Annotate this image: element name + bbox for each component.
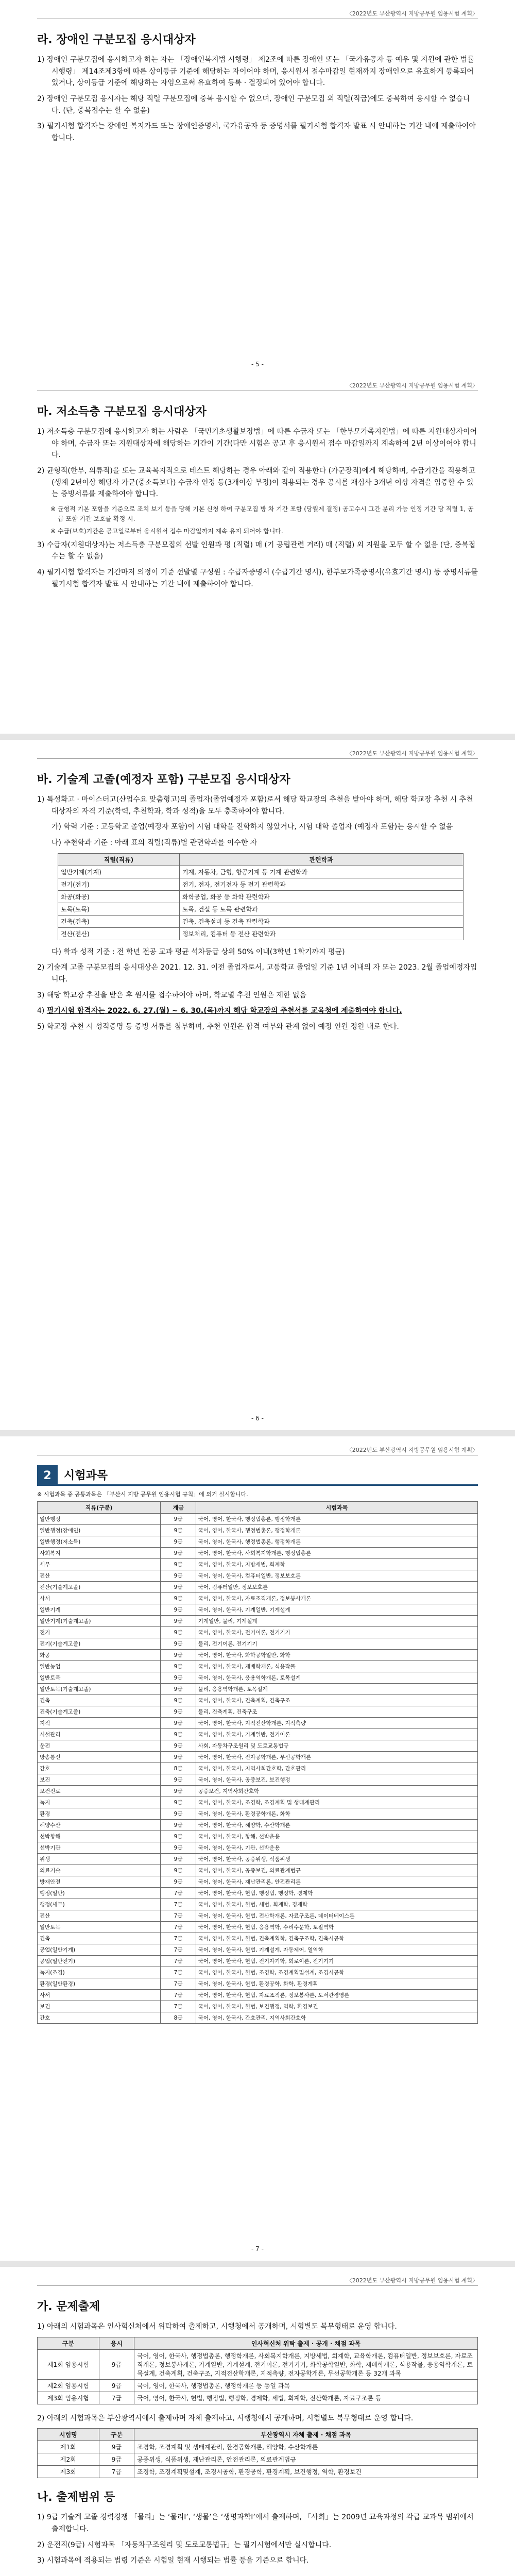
table-row — [38, 1514, 478, 1525]
table-row — [38, 1922, 478, 1933]
table-row: 제3회 7급 조경학, 조경계획및설계, 조경시공학, 환경공학, 환경계획, 보건행정, 역학, 환경보건 — [38, 2466, 478, 2478]
table-cell: 9급 — [161, 1718, 196, 1729]
document-page-2 — [0, 740, 515, 1430]
table-cell: 9급 — [161, 1548, 196, 1559]
list-item: 2) 균형적(한부, 의류적)을 또는 교육복지적으로 테스트 해당하는 경우 아래와 같이 적용한다 (가군장적)에게 해당하며, 수급기간을 적용하고 (생계 2년이상 해당자 가군(중소득보다) 수급자 인정 등(3개이상 부정)이 적용되는 경우 공시를 재심사 3개년 이상 자격을 입증할 수 있는 증빙서류를 제출하여야 합니다. — [37, 467, 476, 499]
table-header: 응시 — [99, 2337, 134, 2349]
table-cell: 국어, 영어, 한국사, 항해, 선박운용 — [196, 1831, 477, 1842]
page-separator — [0, 734, 515, 740]
table-cell: 국어, 영어, 한국사, 전자공학개론, 무선공학개론 — [196, 1752, 477, 1763]
table-cell: 행정(세무) — [38, 1899, 161, 1910]
table-row — [38, 1888, 478, 1899]
table-row — [38, 1548, 478, 1559]
table-cell: 국어, 영어, 한국사, 재난관리론, 안전관리론 — [196, 1876, 477, 1888]
table-cell: 9급 — [161, 1593, 196, 1604]
table-cell: 국어, 영어, 한국사, 전기이론, 전기기기 — [196, 1627, 477, 1638]
table-cell: 7급 — [161, 1944, 196, 1956]
table-row — [38, 1684, 478, 1695]
section-heading: 가. 문제출제 — [37, 2300, 100, 2313]
table-cell: 8급 — [161, 1763, 196, 1774]
table-row: 제2회 임용시험 9급 국어, 영어, 한국사, 행정법총론, 행정학개론 등 동일 과목 — [38, 2379, 478, 2392]
table-cell: 환경 — [38, 1808, 161, 1820]
table-cell: 간호 — [38, 1763, 161, 1774]
list-item: 1) 저소득층 구분모집에 응시하고자 하는 사람은 「국민기초생활보장법」에 따른 수급자 또는 「한부모가족지원법」에 따른 지원대상자이어야 하며, 수급자 또는 지원대상자에 해당하는 기간이 기간(다만 시험은 공고 후 응시원서 접수 마감일까지 계속하여 2년 이상이어야 합니다. — [37, 428, 477, 460]
table-cell: 9급 — [161, 1684, 196, 1695]
table-cell: 9급 — [161, 1854, 196, 1865]
table-cell: 7급 — [161, 1978, 196, 1990]
list-item: 1) 9급 기술계 고졸 경력경쟁 「물리」는 ‘물리Ⅰ’, ‘생물’은 ‘생명과학Ⅰ’에서 출제하며, 「사회」는 2009년 교육과정의 각급 교과목 범위에서 출제합니다. — [37, 2513, 474, 2534]
table-cell: 녹지(조경) — [38, 1967, 161, 1978]
table-row — [38, 1638, 478, 1650]
table-cell: 9급 — [161, 1729, 196, 1740]
table-row: 건축(건축) 건축, 건축설비 등 건축 관련학과 — [58, 915, 464, 927]
table-cell: 사서 — [38, 1990, 161, 2001]
list-item: 다) 학과 성적 기준 : 전 학년 전공 교과 평균 석차등급 상위 50% 이내(3학년 1학기까지 평균) — [52, 947, 345, 956]
table-row — [38, 2012, 478, 2024]
exam-subjects-body — [38, 1514, 478, 2024]
table-cell: 9급 — [161, 1638, 196, 1650]
table-cell: 9급 — [161, 1820, 196, 1831]
list-item: 4) 필기시험 합격자는 2022. 6. 27.(월) ~ 6. 30.(목)까지 해당 학교장의 추천서를 교육청에 제출하여야 합니다. — [37, 1007, 402, 1015]
table-cell: 건축 — [38, 1933, 161, 1944]
header-divider — [37, 758, 478, 759]
table-cell: 9급 — [161, 1582, 196, 1593]
table-row: 제3회 임용시험 7급 국어, 영어, 한국사, 헌법, 행정법, 행정학, 경제학, 세법, 회계학, 전산학개론, 자료구조론 등 — [38, 2392, 478, 2404]
note-text: ※ 수급(보호)기간은 공고일로부터 응시원서 접수 마감일까지 계속 유지 되어야 합니다. — [50, 528, 283, 535]
table-cell: 일반토목 — [38, 1672, 161, 1684]
table-cell: 해양수산 — [38, 1820, 161, 1831]
list-item: 1) 특성화고 · 마이스터고(산업수요 맞춤형고)의 졸업자(졸업예정자 포함)로서 해당 학교장의 추천을 받아야 하며, 해당 학교장 추천 시 추천대상자의 자격 기준(학력, 추천학과, 학과 성적)을 모두 충족하여야 합니다. — [37, 795, 473, 816]
table-cell: 공중보건, 지역사회간호학 — [196, 1786, 477, 1797]
table-cell: 일반행정(장애인) — [38, 1525, 161, 1536]
table-cell: 9급 — [161, 1752, 196, 1763]
table-cell: 9급 — [161, 1661, 196, 1672]
table-row — [38, 1616, 478, 1627]
table-row: 제1회 임용시험 9급 국어, 영어, 한국사, 행정법총론, 행정학개론, 사회복지학개론, 지방세법, 회계학, 교육학개론, 컴퓨터일반, 정보보호론, 자료조직개론, 정보봉사개론, 기계일반, 기계설계, 전기이론, 전기기기, 화학공학일반, 화학, 재배학개론, 식용작물, 응용역학개론, 토목설계, 건축계획, 건축구조, 지적전산학개론, 지적측량, 전자공학개론, 무선공학개론 등 32개 과목 — [38, 2349, 478, 2379]
table-row — [38, 1536, 478, 1548]
table-cell: 사회복지 — [38, 1548, 161, 1559]
table-cell: 9급 — [161, 1650, 196, 1661]
table-row — [38, 1593, 478, 1604]
table-row — [38, 1661, 478, 1672]
table-cell: 국어, 영어, 한국사, 응용역학개론, 토목설계 — [196, 1672, 477, 1684]
table-cell: 국어, 영어, 한국사, 행정법총론, 행정학개론 — [196, 1514, 477, 1525]
table-row — [38, 1899, 478, 1910]
table-cell: 7급 — [161, 1933, 196, 1944]
table-row — [38, 1604, 478, 1616]
table-cell: 기계일반, 물리, 기계설계 — [196, 1616, 477, 1627]
table-cell: 9급 — [161, 1786, 196, 1797]
table-row: 전산(전산) 정보처리, 컴퓨터 등 전산 관련학과 — [58, 927, 464, 940]
page-number: - 7 - — [251, 2245, 264, 2252]
list-item: 5) 학교장 추천 시 성적증명 등 증빙 서류를 첨부하며, 추천 인원은 합격 여부와 관계 없이 예정 인원 정원 내로 한다. — [37, 1023, 399, 1031]
table-cell: 9급 — [161, 1536, 196, 1548]
table-row — [38, 1944, 478, 1956]
table-header: 부산광역시 자체 출제 · 채점 과목 — [134, 2429, 478, 2441]
table-cell: 국어, 영어, 한국사, 헌법, 전산학개론, 자료구조론, 데이터베이스론 — [196, 1910, 477, 1922]
list-item: 나) 추천학과 기준 : 아래 표의 직렬(직류)별 관련학과를 이수한 자 — [52, 839, 258, 848]
table-row — [38, 1559, 478, 1570]
table-cell: 건축 — [38, 1695, 161, 1706]
table-cell: 일반토목(기술계고졸) — [38, 1684, 161, 1695]
note-text: ※ 시험과목 중 공통과목은 「부산시 지방 공무원 임용시험 규칙」에 의거 실시합니다. — [37, 1491, 248, 1498]
document-page-1 — [0, 0, 515, 734]
document-page-4 — [0, 2267, 515, 2576]
table-row — [38, 1910, 478, 1922]
table-cell: 9급 — [161, 1797, 196, 1808]
list-item: 1) 장애인 구분모집에 응시하고자 하는 자는 「장애인복지법 시행령」 제2조에 따른 장애인 또는 「국가유공자 등 예우 및 지원에 관한 법률 시행령」 제14조제3항에 따른 상이등급 기준에 해당하는 자이어야 하며, 응시원서 접수마감일 현재까지 장애인으로 유효하게 등록되어 있거나, 상이등급 기준에 해당하는 자임으로써 유효하여 등록 · 결정되어 있어야 합니다. — [37, 56, 474, 88]
table-row — [38, 1695, 478, 1706]
table-cell: 사회, 자동차구조원리 및 도로교통법규 — [196, 1740, 477, 1752]
table-row: 제2회 9급 공중위생, 식품위생, 재난관리론, 안전관리론, 의료관계법규 — [38, 2453, 478, 2466]
table-row — [38, 1978, 478, 1990]
table-row — [38, 2001, 478, 2012]
table-row — [38, 1525, 478, 1536]
table-cell: 행정(일반) — [38, 1888, 161, 1899]
table-cell: 공업(일반전기) — [38, 1956, 161, 1967]
table-row — [38, 1831, 478, 1842]
table-cell: 환경(일반환경) — [38, 1978, 161, 1990]
table-cell: 보건 — [38, 2001, 161, 2012]
table-cell: 9급 — [161, 1559, 196, 1570]
table-cell: 국어, 영어, 한국사, 환경공학개론, 화학 — [196, 1808, 477, 1820]
table-cell: 국어, 영어, 한국사, 헌법, 보건행정, 역학, 환경보건 — [196, 2001, 477, 2012]
table-row — [38, 1842, 478, 1854]
table-cell: 국어, 영어, 한국사, 지역사회간호학, 간호관리 — [196, 1763, 477, 1774]
outsourced-subjects-table — [37, 2337, 478, 2404]
table-cell: 물리, 전기이론, 전기기기 — [196, 1638, 477, 1650]
table-header: 인사혁신처 위탁 출제 · 공개 · 채점 과목 — [134, 2337, 478, 2349]
table-cell: 전기 — [38, 1627, 161, 1638]
table-row — [38, 1650, 478, 1661]
table-cell: 9급 — [161, 1525, 196, 1536]
table-cell: 국어, 영어, 한국사, 공중보건, 의료관계법규 — [196, 1865, 477, 1876]
section-title-bar — [37, 1465, 478, 1486]
note-text: ※ 균형적 기본 포함을 기준으로 조치 보기 등을 당해 기본 신청 하여 구분모집 방 차 기간 포함 (당월제 결정) 공고수시 그간 분리 가능 인정 기간 당 직렬 1, 공급 포함 기간 보호를 확정 시. — [50, 505, 474, 522]
table-row — [38, 1808, 478, 1820]
table-row — [38, 1627, 478, 1638]
table-cell: 7급 — [161, 1899, 196, 1910]
section-number: 2 — [37, 1465, 58, 1486]
table-cell: 국어, 영어, 한국사, 화학공학일반, 화학 — [196, 1650, 477, 1661]
table-cell: 7급 — [161, 1910, 196, 1922]
table-cell: 간호 — [38, 2012, 161, 2024]
table-cell: 운전 — [38, 1740, 161, 1752]
table-cell: 9급 — [161, 1831, 196, 1842]
table-cell: 9급 — [161, 1672, 196, 1684]
table-cell: 9급 — [161, 1740, 196, 1752]
list-item: 3) 필기시험 합격자는 장애인 복지카드 또는 장애인증명서, 국가유공자 등 증명서를 필기시험 합격자 발표 시 안내하는 기간 내에 제출하여야 합니다. — [37, 122, 476, 143]
list-item: 3) 수급자(지원대상자)는 저소득층 구분모집의 선발 인원과 평 (직렬) 매 (기 공립관련 거래) 매 (직렬) 외 지원을 모두 할 수 없음 (단, 중복접수는 할 수 없음) — [37, 540, 476, 561]
table-cell: 7급 — [161, 1888, 196, 1899]
table-cell: 공업(일반기계) — [38, 1944, 161, 1956]
table-cell: 9급 — [161, 1876, 196, 1888]
list-item: 가) 학력 기준 : 고등학교 졸업(예정자 포함)이 시험 대학을 진학하지 않았거나, 시험 대학 졸업자 (예정자 포함)는 응시할 수 없음 — [52, 823, 453, 832]
page-separator — [0, 2261, 515, 2267]
table-cell: 일반기계(기술계고졸) — [38, 1616, 161, 1627]
table-cell: 국어, 영어, 한국사, 헌법, 기계설계, 자동제어, 열역학 — [196, 1944, 477, 1956]
page-header: 〈2022년도 부산광역시 지방공무원 임용시험 계획〉 — [346, 2277, 478, 2284]
related-department-table — [58, 853, 464, 940]
table-cell: 9급 — [161, 1627, 196, 1638]
section-heading: 라. 장애인 구분모집 응시대상자 — [37, 33, 196, 46]
table-cell: 9급 — [161, 1842, 196, 1854]
exam-subjects-table — [37, 1501, 478, 2024]
page-header: 〈2022년도 부산광역시 지방공무원 임용시험 계획〉 — [346, 1447, 478, 1453]
table-row — [38, 1729, 478, 1740]
table-cell: 일반행정 — [38, 1514, 161, 1525]
table-cell: 9급 — [161, 1706, 196, 1718]
table-cell: 9급 — [161, 1808, 196, 1820]
table-cell: 국어, 영어, 한국사, 헌법, 세법, 회계학, 경제학 — [196, 1899, 477, 1910]
table-row — [38, 1820, 478, 1831]
table-header: 직류(구분) — [38, 1502, 161, 1514]
table-row — [38, 1990, 478, 2001]
table-row — [38, 1752, 478, 1763]
table-cell: 일반기계 — [38, 1604, 161, 1616]
table-row — [38, 1854, 478, 1865]
table-cell: 9급 — [161, 1616, 196, 1627]
table-cell: 화공 — [38, 1650, 161, 1661]
table-cell: 국어, 영어, 한국사, 공중위생, 식품위생 — [196, 1854, 477, 1865]
table-header: 구분 — [99, 2429, 134, 2441]
table-cell: 녹지 — [38, 1797, 161, 1808]
table-row — [38, 1763, 478, 1774]
section-heading: 나. 출제범위 등 — [37, 2491, 115, 2504]
page-number: - 6 - — [251, 1415, 264, 1422]
table-row: 일반기계(기계) 기계, 자동차, 금형, 항공기계 등 기계 관련학과 — [58, 866, 464, 878]
list-item: 2) 아래의 시험과목은 부산광역시에서 출제하며 자체 출제하고, 시행청에서 공개하며, 시험별도 복무형태로 운영 합니다. — [37, 2414, 414, 2422]
table-cell: 국어, 영어, 한국사, 헌법, 건축계획학, 건축구조학, 건축시공학 — [196, 1933, 477, 1944]
table-cell: 국어, 영어, 한국사, 컴퓨터일반, 정보보호론 — [196, 1570, 477, 1582]
header-divider — [37, 2285, 478, 2286]
table-cell: 9급 — [161, 1604, 196, 1616]
table-row — [38, 1786, 478, 1797]
table-header: 직렬(직류) — [58, 853, 180, 866]
table-cell: 국어, 영어, 한국사, 자료조직개론, 정보봉사개론 — [196, 1593, 477, 1604]
table-cell: 9급 — [161, 1695, 196, 1706]
table-cell: 국어, 영어, 한국사, 헌법, 행정법, 행정학, 경제학 — [196, 1888, 477, 1899]
table-cell: 국어, 영어, 한국사, 공중보건, 보건행정 — [196, 1774, 477, 1786]
list-item: 2) 운전직(9급) 시험과목 「자동차구조원리 및 도로교통법규」는 필기시험에서만 실시합니다. — [37, 2540, 332, 2549]
table-cell: 국어, 영어, 한국사, 기관, 선박운용 — [196, 1842, 477, 1854]
table-cell: 국어, 영어, 한국사, 헌법, 전기자기학, 회로이론, 전기기기 — [196, 1956, 477, 1967]
table-cell: 세무 — [38, 1559, 161, 1570]
table-row — [38, 1706, 478, 1718]
table-cell: 물리, 건축계획, 건축구조 — [196, 1706, 477, 1718]
table-row — [38, 1718, 478, 1729]
table-cell: 보건 — [38, 1774, 161, 1786]
table-cell: 지적 — [38, 1718, 161, 1729]
table-cell: 위생 — [38, 1854, 161, 1865]
table-cell: 국어, 영어, 한국사, 헌법, 환경공학, 화학, 환경계획 — [196, 1978, 477, 1990]
table-row — [38, 1797, 478, 1808]
section-heading: 마. 저소득층 구분모집 응시대상자 — [37, 405, 207, 418]
table-row: 토목(토목) 토목, 건설 등 토목 관련학과 — [58, 903, 464, 915]
table-cell: 국어, 영어, 한국사, 행정법총론, 행정학개론 — [196, 1536, 477, 1548]
table-header: 관련학과 — [179, 853, 463, 866]
document-page-3 — [0, 1436, 515, 2261]
table-cell: 국어, 영어, 한국사, 해양학, 수산학개론 — [196, 1820, 477, 1831]
table-cell: 국어, 영어, 한국사, 헌법, 자료조직론, 정보봉사론, 도서관경영론 — [196, 1990, 477, 2001]
page-header: 〈2022년도 부산광역시 지방공무원 임용시험 계획〉 — [346, 750, 478, 757]
table-row: 화공(화공) 화학공업, 화공 등 화학 관련학과 — [58, 890, 464, 903]
table-row — [38, 1956, 478, 1967]
table-header: 구분 — [38, 2337, 99, 2349]
list-item: 1) 아래의 시험과목은 인사혁신처에서 위탁하여 출제하고, 시행청에서 공개하며, 시험별도 복무형태로 운영 합니다. — [37, 2323, 397, 2331]
table-row — [38, 1933, 478, 1944]
table-row — [38, 1740, 478, 1752]
table-row — [38, 1967, 478, 1978]
page-separator — [0, 1430, 515, 1436]
table-cell: 9급 — [161, 1570, 196, 1582]
table-cell: 국어, 영어, 한국사, 행정법총론, 행정학개론 — [196, 1525, 477, 1536]
table-row — [38, 1570, 478, 1582]
page-header: 〈2022년도 부산광역시 지방공무원 임용시험 계획〉 — [346, 382, 478, 389]
table-cell: 9급 — [161, 1514, 196, 1525]
table-cell: 7급 — [161, 1956, 196, 1967]
table-cell: 7급 — [161, 2001, 196, 2012]
table-cell: 전산 — [38, 1910, 161, 1922]
table-cell: 사서 — [38, 1593, 161, 1604]
table-header: 계급 — [161, 1502, 196, 1514]
table-cell: 국어, 영어, 한국사, 지방세법, 회계학 — [196, 1559, 477, 1570]
page-header: 〈2022년도 부산광역시 지방공무원 임용시험 계획〉 — [346, 10, 478, 17]
table-cell: 국어, 영어, 한국사, 간호관리, 지역사회간호학 — [196, 2012, 477, 2024]
table-cell: 국어, 영어, 한국사, 헌법, 조경학, 조경계획및설계, 조경시공학 — [196, 1967, 477, 1978]
table-row — [38, 1582, 478, 1593]
table-cell: 물리, 응용역학개론, 토목설계 — [196, 1684, 477, 1695]
table-cell: 7급 — [161, 1922, 196, 1933]
table-cell: 일반토목 — [38, 1922, 161, 1933]
table-cell: 국어, 영어, 한국사, 건축계획, 건축구조 — [196, 1695, 477, 1706]
table-cell: 9급 — [161, 1865, 196, 1876]
table-cell: 방송통신 — [38, 1752, 161, 1763]
table-row: 제1회 9급 조경학, 조경계획 및 생태계관리, 환경공학개론, 해양학, 수산학개론 — [38, 2441, 478, 2453]
table-cell: 전산(기술계고졸) — [38, 1582, 161, 1593]
list-item: 2) 기술계 고졸 구분모집의 응시대상은 2021. 12. 31. 이전 졸업자로서, 고등학교 졸업일 기준 1년 이내의 자 또는 2023. 2월 졸업예정자입니다. — [37, 963, 477, 984]
section-heading: 바. 기술계 고졸(예정자 포함) 구분모집 응시대상자 — [37, 773, 290, 786]
table-cell: 국어, 영어, 한국사, 기계일반, 전기이론 — [196, 1729, 477, 1740]
table-cell: 7급 — [161, 1967, 196, 1978]
table-cell: 국어, 영어, 한국사, 조경학, 조경계획 및 생태계관리 — [196, 1797, 477, 1808]
table-row — [38, 1774, 478, 1786]
table-cell: 국어, 영어, 한국사, 사회복지학개론, 행정법총론 — [196, 1548, 477, 1559]
table-cell: 의료기술 — [38, 1865, 161, 1876]
table-cell: 7급 — [161, 1990, 196, 2001]
table-cell: 국어, 영어, 한국사, 지적전산학개론, 지적측량 — [196, 1718, 477, 1729]
self-made-subjects-table — [37, 2428, 478, 2478]
section-title: 시험과목 — [58, 1465, 478, 1486]
list-item: 4) 필기시험 합격자는 기간마저 의정이 기준 선발별 구성원 : 수급자증명서 (수급기간 명시), 한부모가족증명서(유효기간 명시) 등 증명서류를 필기시험 합격자 발표 시 안내하는 기간 내에 제출하여야 합니다. — [37, 568, 478, 588]
page-number: - 5 - — [251, 361, 264, 368]
table-cell: 일반농업 — [38, 1661, 161, 1672]
table-row — [38, 1865, 478, 1876]
table-cell: 9급 — [161, 1774, 196, 1786]
table-cell: 시설관리 — [38, 1729, 161, 1740]
table-row: 전기(전기) 전기, 전자, 전기전자 등 전기 관련학과 — [58, 878, 464, 890]
table-cell: 국어, 영어, 한국사, 기계일반, 기계설계 — [196, 1604, 477, 1616]
table-cell: 전산 — [38, 1570, 161, 1582]
list-item: 2) 장애인 구분모집 응시자는 해당 직렬 구분모집에 중복 응시할 수 없으며, 장애인 구분모집 외 직렬(직급)에도 중복하여 응시할 수 없습니다. (단, 중복접수는 할 수 없음) — [37, 95, 470, 115]
table-cell: 방재안전 — [38, 1876, 161, 1888]
table-cell: 국어, 영어, 한국사, 헌법, 응용역학, 수리수문학, 토질역학 — [196, 1922, 477, 1933]
table-cell: 일반행정(저소득) — [38, 1536, 161, 1548]
table-row — [38, 1876, 478, 1888]
list-item: 3) 해당 학교장 추천을 받은 후 원서를 접수하여야 하며, 학교별 추천 인원은 제한 없음 — [37, 991, 306, 999]
table-cell: 건축(기술계고졸) — [38, 1706, 161, 1718]
table-cell: 전기(기술계고졸) — [38, 1638, 161, 1650]
table-header: 시험명 — [38, 2429, 99, 2441]
table-cell: 국어, 영어, 한국사, 재배학개론, 식용작물 — [196, 1661, 477, 1672]
table-cell: 국어, 컴퓨터일반, 정보보호론 — [196, 1582, 477, 1593]
table-header: 시험과목 — [196, 1502, 477, 1514]
table-row — [38, 1672, 478, 1684]
list-item: 3) 시험과목에 적용되는 법령 기준은 시험일 현재 시행되는 법률 등을 기준으로 합니다. — [37, 2556, 309, 2565]
table-cell: 보건진료 — [38, 1786, 161, 1797]
table-cell: 8급 — [161, 2012, 196, 2024]
table-cell: 선박기관 — [38, 1842, 161, 1854]
table-cell: 선박항해 — [38, 1831, 161, 1842]
